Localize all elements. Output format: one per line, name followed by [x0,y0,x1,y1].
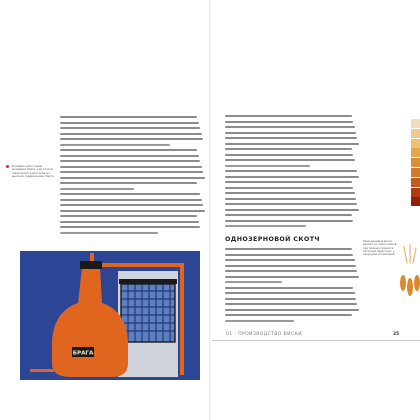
text-line [60,215,197,217]
text-line [225,287,353,289]
text-line [60,138,203,140]
right-body-text-bottom [225,248,360,325]
text-line [60,232,158,234]
color-swatch [411,139,420,148]
text-line [60,199,202,201]
text-line [225,292,355,294]
text-line [225,143,359,145]
text-line [225,276,359,278]
text-line [60,116,197,118]
text-line [225,220,353,222]
text-line [225,254,353,256]
text-line [60,210,205,212]
text-line [225,203,357,205]
text-line [60,221,199,223]
text-line [225,165,310,167]
color-swatch [411,188,420,197]
text-line [225,209,359,211]
text-line [225,115,352,117]
text-line [225,225,306,227]
pot-still-graphic [20,251,200,380]
left-caption [12,165,56,179]
text-line [225,170,357,172]
book-spine [209,0,211,420]
still-illustration [20,251,200,380]
color-swatch-strip [411,119,420,207]
page-number: 25 [393,332,400,337]
text-line [225,214,352,216]
text-line [225,309,359,311]
color-swatch [411,178,420,187]
text-line [60,204,203,206]
text-line [225,248,352,250]
color-swatch [411,197,420,206]
right-caption: Однозерновые виски делают из смеси злаков, при помощи процесса поточной перегонки, с кукурузой и пшеницей. [363,240,398,257]
condenser-grid [119,279,177,342]
text-line [60,166,202,168]
footer-rule [212,340,420,341]
text-line [60,226,200,228]
left-caption-text: В первом кубе (слева) вызревает брага, а во втором перегоняются дистилляты с высоким содержанием спирта [12,165,54,179]
section-title: ОДНОЗЕРНОВОЙ СКОТЧ [225,236,320,243]
text-line [225,192,355,194]
text-line [60,127,200,129]
text-line [225,176,359,178]
text-line [225,265,356,267]
text-line [225,148,352,150]
text-line [225,126,355,128]
text-line [60,182,197,184]
text-line [225,187,353,189]
text-line [225,281,282,283]
color-swatch [411,168,420,177]
text-line [60,144,170,146]
color-swatch [411,158,420,167]
text-line [225,181,352,183]
text-line [225,314,352,316]
color-swatch [411,119,420,128]
text-line [60,177,205,179]
footer-chapter: 01 · ПРОИЗВОДСТВО ВИСКИ [226,332,303,337]
text-line [60,155,199,157]
text-line [60,193,200,195]
text-line [60,160,200,162]
text-line [225,259,355,261]
text-line [60,133,202,135]
text-line [60,171,203,173]
text-line [225,198,356,200]
text-line [225,270,357,272]
caption-marker-icon [6,165,9,168]
text-line [225,303,357,305]
text-line [225,132,356,134]
label-text: БРАГА [72,350,94,357]
text-line [60,122,199,124]
grain-spark-icon [398,243,420,313]
right-body-text-top [225,115,360,231]
text-line [225,121,353,123]
text-line [60,149,197,151]
text-line [225,137,357,139]
text-line [225,154,353,156]
text-line [225,298,356,300]
text-line [60,188,134,190]
color-swatch [411,148,420,157]
color-swatch [411,129,420,138]
left-body-text [60,116,206,237]
text-line [225,320,294,322]
text-line [225,159,355,161]
